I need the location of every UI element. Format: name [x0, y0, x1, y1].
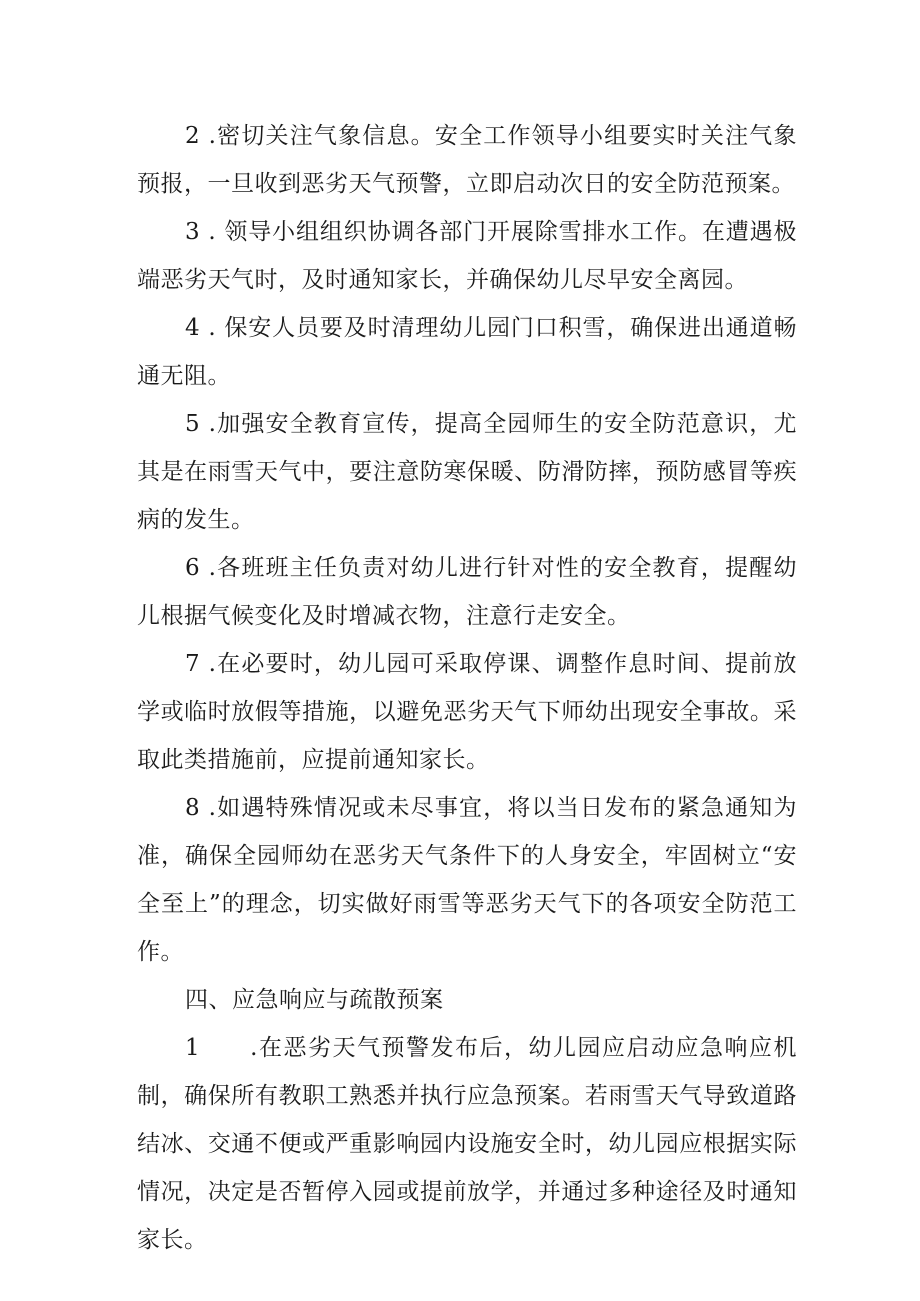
paragraph-item-7: 7 .在必要时，幼儿园可采取停课、调整作息时间、提前放学或临时放假等措施，以避免恶劣天气下师幼出现安全事故。采取此类措施前，应提前通知家长。 — [137, 651, 797, 773]
paragraph-item-8: 8 .如遇特殊情况或未尽事宜，将以当日发布的紧急通知为准，确保全园师幼在恶劣天气条件下的人身安全，牢固树立“安全至上”的理念，切实做好雨雪等恶劣天气下的各项安全防范工作。 — [137, 795, 797, 965]
paragraph-item-2: 2 .密切关注气象信息。安全工作领导小组要实时关注气象预报，一旦收到恶劣天气预警，立即启动次日的安全防范预案。 — [137, 123, 797, 197]
section-heading: 四、应急响应与疏散预案 — [185, 987, 444, 1013]
document-body — [137, 112, 797, 1264]
paragraph-item-4: 4 . 保安人员要及时清理幼儿园门口积雪，确保进出通道畅通无阻。 — [137, 315, 797, 389]
paragraph-item-3: 3 . 领导小组组织协调各部门开展除雪排水工作。在遭遇极端恶劣天气时，及时通知家长，并确保幼儿尽早安全离园。 — [137, 219, 797, 293]
paragraph-item-5: 5 .加强安全教育宣传，提高全园师生的安全防范意识，尤其是在雨雪天气中，要注意防寒保暖、防滑防摔，预防感冒等疾病的发生。 — [137, 411, 797, 533]
paragraph-item-1: 1 .在恶劣天气预警发布后，幼儿园应启动应急响应机制，确保所有教职工熟悉并执行应急预案。若雨雪天气导致道路结冰、交通不便或严重影响园内设施安全时，幼儿园应根据实际情况，决定是否暂停入园或提前放学，并通过多种途径及时通知家长。 — [137, 1035, 797, 1253]
paragraph-item-6: 6 .各班班主任负责对幼儿进行针对性的安全教育，提醒幼儿根据气候变化及时增减衣物，注意行走安全。 — [137, 555, 797, 629]
